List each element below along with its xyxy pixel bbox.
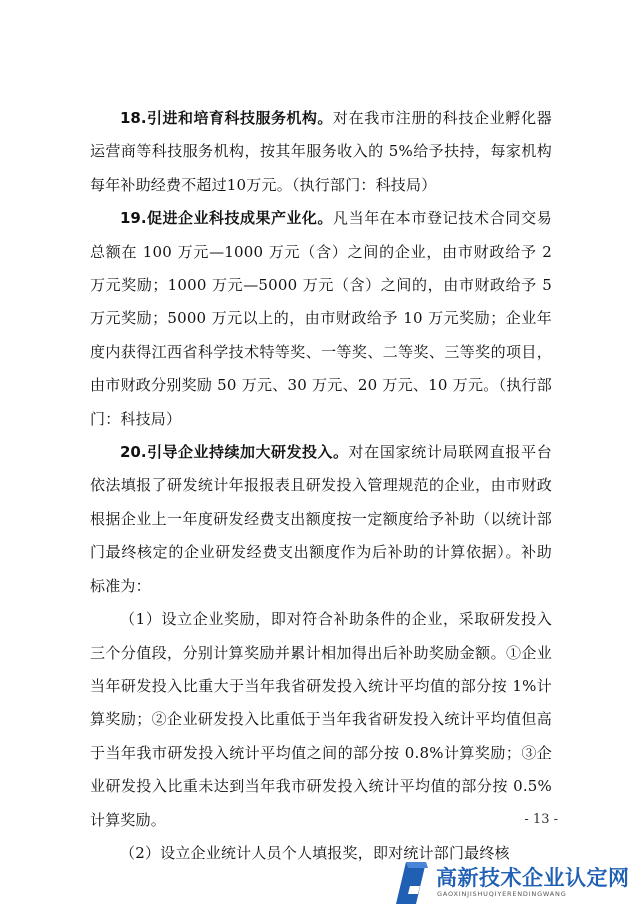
paragraph-19: [90, 202, 552, 436]
paragraph-20-text: 对在国家统计局联网直报平台依法填报了研发统计年报报表且研发投入管理规范的企业，由市财政根据企业上一年度研发经费支出额度按一定额度给予补助（以统计部门最终核定的企业研发经费支出额度作为后补助的计算依据）。补助标准为：: [90, 443, 552, 595]
paragraph-19-text: 凡当年在本市登记技术合同交易总额在 100 万元—1000 万元（含）之间的企业，由市财政给予 2 万元奖励；1000 万元—5000 万元（含）之间的，由市财政给予 5 万元奖励；5000 万元以上的，由市财政给予 10 万元奖励；企业年度内获得江西省科学技术特等奖、一等奖、二等奖、三等奖的项目，由市财政分别奖励 50 万元、30 万元、20 万元、10 万元。（执行部门：科技局）: [90, 209, 552, 428]
watermark-subtitle: GAOXINJISHUQIYERENDINGWANG: [437, 890, 567, 898]
heading-20: 20.引导企业持续加大研发投入。: [120, 443, 349, 462]
item-1-text: （1）设立企业奖励，即对符合补助条件的企业，采取研发投入三个分值段，分别计算奖励并累计相加得出后补助奖励金额。①企业当年研发投入比重大于当年我省研发投入统计平均值的部分按 1%计算奖励；②企业研发投入比重低于当年我省研发投入统计平均值但高于当年我市研发投入统计平均值之间的部分按 0.8%计算奖励；③企业研发投入比重未达到当年我市研发投入统计平均值的部分按 0.5%计算奖励。: [90, 610, 552, 829]
heading-19: 19.促进企业科技成果产业化。: [120, 209, 333, 228]
paragraph-18: [90, 102, 552, 202]
site-watermark: [392, 856, 640, 906]
document-body: [90, 102, 552, 870]
item-2-text: （2）设立企业统计人员个人填报奖，即对统计部门最终核: [120, 843, 510, 862]
paragraph-20-item-1: [90, 603, 552, 837]
page-number: - 13 -: [524, 812, 558, 827]
paragraph-20: [90, 436, 552, 603]
watermark-title: 高新技术企业认定网: [436, 866, 630, 890]
site-logo-icon: [392, 856, 432, 906]
paragraph-18-text: 对在我市注册的科技企业孵化器运营商等科技服务机构，按其年服务收入的 5%给予扶持，每家机构每年补助经费不超过10万元。（执行部门：科技局）: [90, 109, 552, 194]
heading-18: 18.引进和培育科技服务机构。: [120, 109, 333, 127]
